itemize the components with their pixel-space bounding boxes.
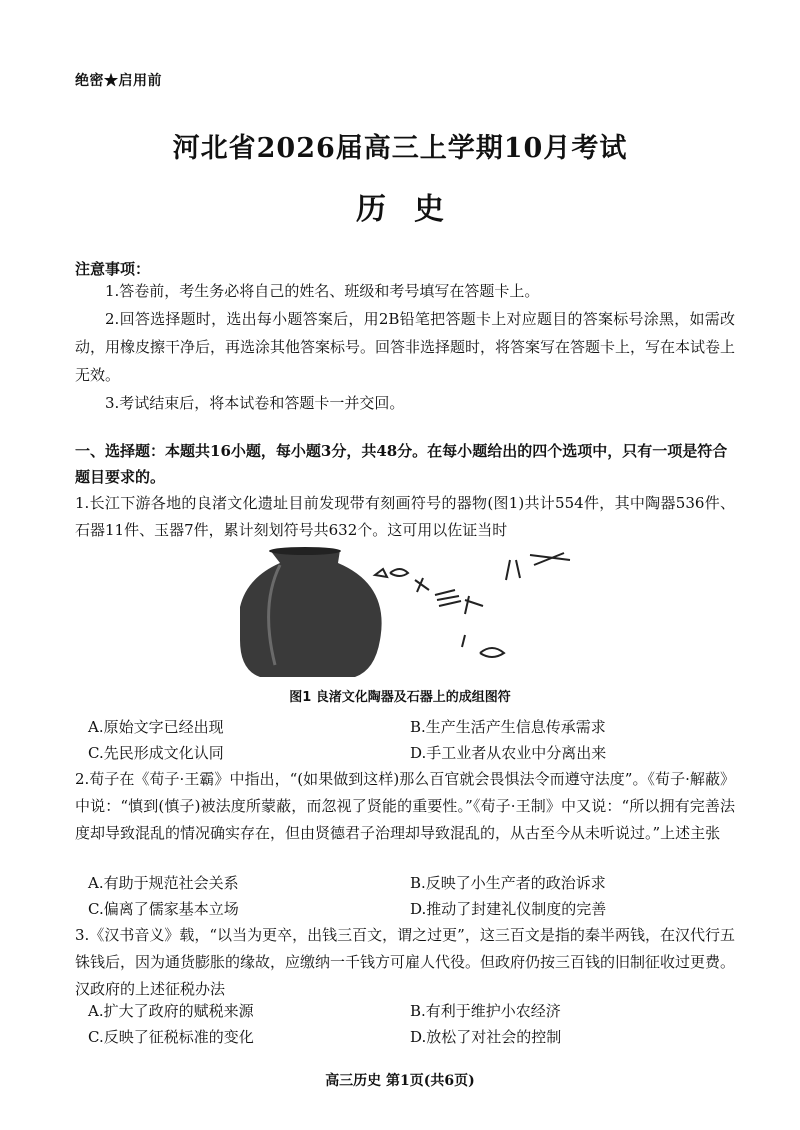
- symbol-2: [390, 569, 408, 576]
- q3-option-c: C.反映了征税标准的变化: [88, 1028, 254, 1046]
- jar-rim: [269, 547, 341, 555]
- q2-option-a: A.有助于规范社会关系: [88, 874, 239, 892]
- page-footer: 高三历史 第1页(共6页): [325, 1073, 475, 1089]
- q2-option-b: B.反映了小生产者的政治诉求: [410, 874, 606, 892]
- section-heading: 一、选择题：本题共16小题，每小题3分，共48分。在每小题给出的四个选项中，只有一项是符合题目要求的。: [75, 442, 728, 486]
- notice-item-2: 2.回答选择题时，选出每小题答案后，用2B铅笔把答题卡上对应题目的答案标号涂黑，如需改动，用橡皮擦干净后，再选涂其他答案标号。回答非选择题时，将答案写在答题卡上，写在本试卷上无效。: [75, 310, 736, 384]
- q2-option-c: C.偏离了儒家基本立场: [88, 900, 239, 918]
- pottery-jar-shape: [240, 550, 382, 677]
- q1-option-a: A.原始文字已经出现: [88, 718, 224, 736]
- question-1-stem: 1.长江下游各地的良渚文化遗址目前发现带有刻画符号的器物(图1)共计554件，其中陶器536件、石器11件、玉器7件，累计刻划符号共632个。这可用以佐证当时: [75, 494, 735, 539]
- q1-option-b: B.生产生活产生信息传承需求: [410, 718, 606, 736]
- symbol-8: [462, 635, 465, 647]
- notice-item-1: 1.答卷前，考生务必将自己的姓名、班级和考号填写在答题卡上。: [105, 282, 540, 300]
- liangzhu-artifacts-illustration: [240, 545, 580, 685]
- subject-title: 历史: [356, 192, 472, 227]
- symbol-6: [506, 560, 520, 580]
- notice-item-3: 3.考试结束后，将本试卷和答题卡一并交回。: [105, 394, 405, 412]
- q3-option-a: A.扩大了政府的赋税来源: [88, 1002, 254, 1020]
- q3-option-d: D.放松了对社会的控制: [410, 1028, 562, 1046]
- q1-option-d: D.手工业者从农业中分离出来: [410, 744, 607, 762]
- figure-1-caption: 图1 良渚文化陶器及石器上的成组图符: [289, 690, 511, 705]
- notice-heading: 注意事项：: [75, 260, 151, 278]
- confidential-label: 绝密★启用前: [75, 73, 162, 89]
- carved-symbols: [375, 553, 570, 657]
- symbol-5: [465, 596, 483, 614]
- question-3-stem: 3.《汉书音义》载，“以当为更卒，出钱三百文，谓之过更”，这三百文是指的秦半两钱，在汉代行五铢钱后，因为通货膨胀的缘故，应缴纳一千钱方可雇人代役。但政府仍按三百钱的旧制征收过更费。汉政府的上述征税办法: [75, 926, 736, 998]
- q1-option-c: C.先民形成文化认同: [88, 744, 224, 762]
- symbol-1: [375, 569, 387, 577]
- q3-option-b: B.有利于维护小农经济: [410, 1002, 561, 1020]
- q2-option-d: D.推动了封建礼仪制度的完善: [410, 900, 607, 918]
- question-2-stem: 2.荀子在《荀子·王霸》中指出，“(如果做到这样)那么百官就会畏惧法令而遵守法度”。《荀子·解蔽》中说：“慎到(慎子)被法度所蒙蔽，而忽视了贤能的重要性。”《荀子·王制》中又说：“所以拥有完善法度却导致混乱的情况确实存在，但由贤德君子治理却导致混乱的，从古至今从未听说过。”上述主张: [75, 770, 735, 842]
- symbol-7: [530, 553, 570, 565]
- symbol-9: [480, 648, 504, 657]
- symbol-3: [415, 578, 429, 592]
- figure-1-image: [240, 545, 580, 685]
- exam-title: 河北省2026届高三上学期10月考试: [172, 133, 628, 164]
- symbol-4: [435, 590, 461, 606]
